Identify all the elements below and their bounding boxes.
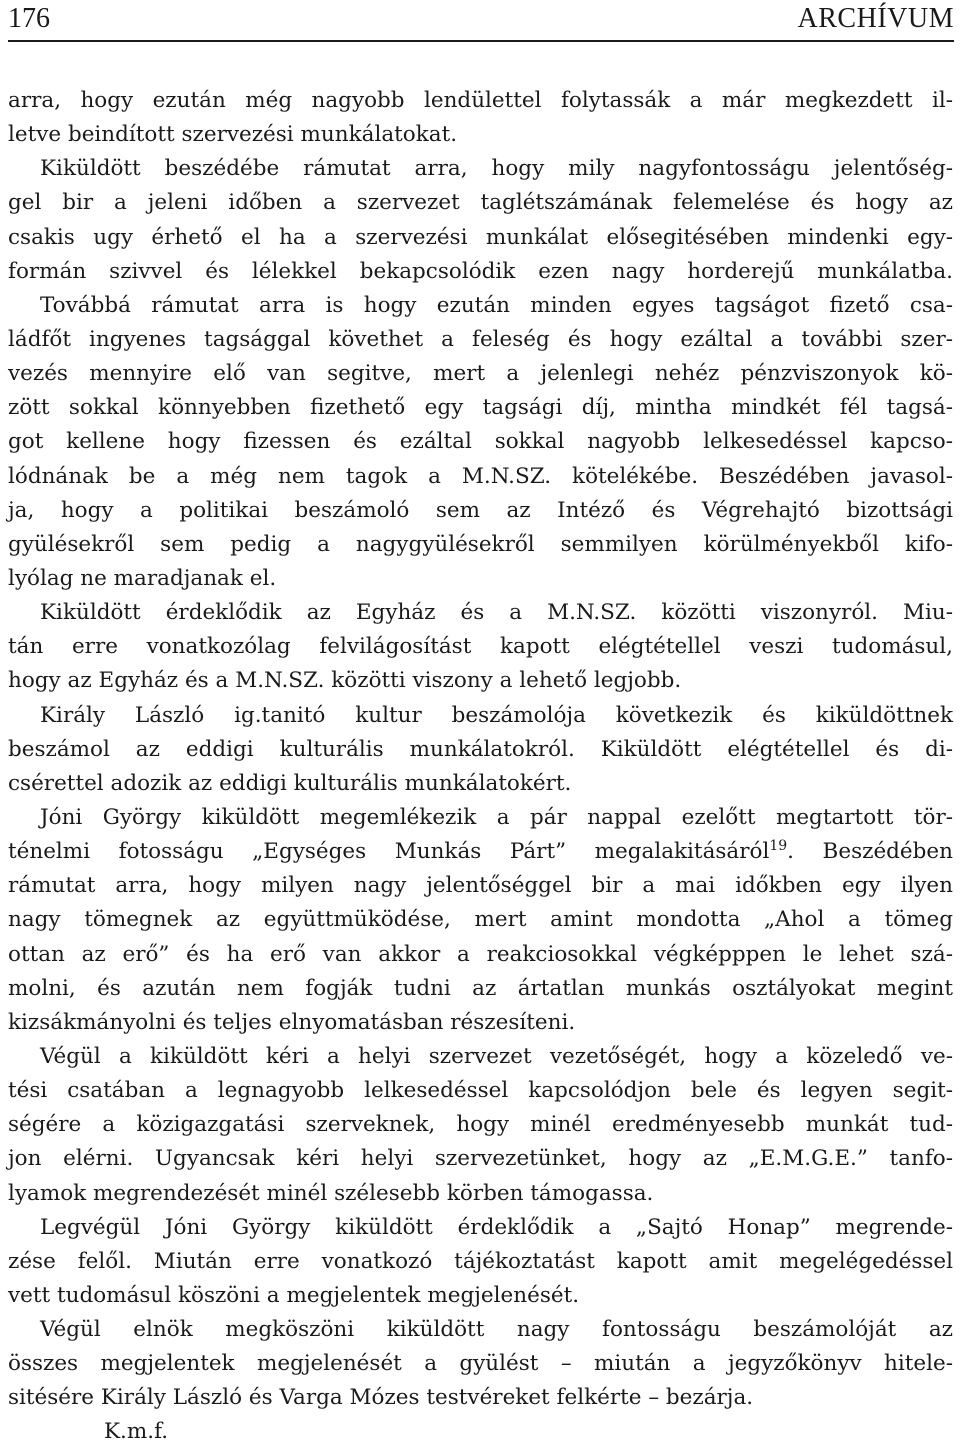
page-number: 176 — [8, 3, 50, 34]
text-line — [8, 255, 953, 289]
text-line — [8, 1177, 953, 1211]
text-line-content: Legvégül Jóni György kiküldött érdeklődik a „Sajtó Honap” megrende- — [40, 1214, 953, 1240]
text-line-content: rámutat arra, hogy milyen nagy jelentőséggel bir a mai időkben egy ilyen — [8, 873, 953, 899]
text-line-content: sitésére Király László és Varga Mózes testvéreket felkérte – bezárja. — [8, 1385, 754, 1411]
text-line-content: Kiküldött beszédébe rámutat arra, hogy mily nagyfontosságu jelentőség- — [40, 156, 953, 182]
text-line-content: gyülésekről sem pedig a nagygyülésekről semmilyen körülményekből kifo- — [8, 531, 953, 557]
text-line-content: got kellene hogy fizessen és ezáltal sokkal nagyobb lelkesedéssel kapcso- — [8, 429, 953, 455]
text-line-content: zése felől. Miután erre vonatkozó tájékoztatást kapott amit megelégedéssel — [8, 1248, 953, 1274]
text-line — [8, 118, 953, 152]
text-line-content: kizsákmányolni és teljes elnyomatásban részesíteni. — [8, 1009, 576, 1035]
text-line-content: tán erre vonatkozólag felvilágosítást kapott elégtétellel veszi tudomásul, — [8, 634, 953, 660]
text-line-content: molni, és azután nem fogják tudni az ártatlan munkás osztályokat megint — [8, 975, 953, 1001]
running-title: ARCHÍVUM — [797, 3, 954, 34]
text-line-content: arra, hogy ezután még nagyobb lendülettel folytassák a már megkezdett il- — [8, 88, 953, 113]
text-line-content: Továbbá rámutat arra is hogy ezután minden egyes tagságot fizető csa- — [40, 292, 953, 318]
text-line-content: lyólag ne maradjanak el. — [8, 565, 277, 591]
text-line-content: Végül elnök megköszöni kiküldött nagy fontosságu beszámolóját az — [40, 1317, 953, 1343]
text-line-content: csérettel adozik az eddigi kulturális munkálatokért. — [8, 770, 572, 796]
text-line-content: ja, hogy a politikai beszámoló sem az Intéző és Végrehajtó bizottsági — [8, 497, 953, 523]
text-line-content: vezés mennyire elő van segitve, mert a jelenlegi nehéz pénzviszonyok kö- — [8, 361, 953, 387]
text-line — [8, 391, 953, 425]
text-line-content: nagy tömegnek az együttmüködése, mert amint mondotta „Ahol a tömeg — [8, 907, 953, 933]
text-line — [8, 1381, 953, 1415]
text-line-content: lyamok megrendezését minél szélesebb körben támogassa. — [8, 1180, 654, 1206]
text-line — [8, 1040, 953, 1074]
text-line — [8, 903, 953, 937]
text-line — [8, 425, 953, 459]
text-line — [8, 699, 953, 733]
text-line — [8, 869, 953, 903]
text-line — [8, 357, 953, 391]
text-line — [8, 460, 953, 494]
text-line-continuation: . Beszédében — [787, 839, 953, 865]
footnote-reference: 19 — [769, 837, 788, 854]
page-header — [8, 0, 954, 42]
text-line-content: ségére a közigazgatási szerveknek, hogy minél eredményesebb munkát tud- — [8, 1112, 953, 1138]
text-line — [8, 801, 953, 835]
body-text — [8, 84, 953, 1450]
text-line — [8, 186, 953, 220]
text-line-content: lódnának be a még nem tagok a M.N.SZ. kötelékébe. Beszédében javasol- — [8, 463, 953, 489]
text-line — [8, 528, 953, 562]
text-line-content: Király László ig.tanitó kultur beszámolója következik és kiküldöttnek — [40, 702, 953, 728]
text-line — [8, 767, 953, 801]
text-line — [8, 1074, 953, 1108]
text-line — [8, 323, 953, 357]
text-line-content: ládfőt ingyenes tagsággal követhet a feleség és hogy ezáltal a további szer- — [8, 326, 953, 352]
text-line — [8, 1108, 953, 1142]
text-line-content: csakis ugy érhető el ha a szervezési munkálat elősegitésében mindenki egy- — [8, 224, 953, 250]
text-line — [8, 1211, 953, 1245]
text-line — [8, 733, 953, 767]
text-line — [8, 972, 953, 1006]
text-line — [8, 835, 953, 869]
text-line — [8, 1006, 953, 1040]
text-line — [8, 630, 953, 664]
text-line-content: jon elérni. Ugyancsak kéri helyi szervezetünket, hogy az „E.M.G.E.” tanfo- — [8, 1146, 953, 1172]
text-line-content: összes megjelentek megjelenését a gyülést – miután a jegyzőkönyv hitele- — [8, 1351, 953, 1377]
text-line-content: gel bir a jeleni időben a szervezet taglétszámának felemelése és hogy az — [8, 190, 953, 216]
text-line-content: Végül a kiküldött kéri a helyi szervezet vezetőségét, hogy a közeledő ve- — [40, 1043, 953, 1069]
text-line-content: formán szivvel és lélekkel bekapcsolódik ezen nagy horderejű munkálatba. — [8, 258, 953, 284]
text-line — [8, 562, 953, 596]
text-line — [8, 1142, 953, 1176]
text-line — [8, 596, 953, 630]
text-line — [8, 938, 953, 972]
text-line — [8, 1347, 953, 1381]
text-line — [8, 664, 953, 698]
text-line — [8, 1313, 953, 1347]
text-line-content: ottan az erő” és ha erő van akkor a reakciosokkal végképppen le lehet szá- — [8, 941, 953, 967]
text-line-content: beszámol az eddigi kulturális munkálatokról. Kiküldött elégtétellel és di- — [8, 736, 953, 762]
text-line — [8, 221, 953, 255]
text-line — [8, 1245, 953, 1279]
text-line — [8, 84, 953, 118]
text-line — [8, 1279, 953, 1313]
text-line-content: zött sokkal könnyebben fizethető egy tagsági díj, mintha mindkét fél tagsá- — [8, 395, 953, 421]
text-line-content: Kiküldött érdeklődik az Egyház és a M.N.SZ. közötti viszonyról. Miu- — [40, 600, 953, 626]
text-line — [8, 152, 953, 186]
text-line-content: Jóni György kiküldött megemlékezik a pár nappal ezelőtt megtartott tör- — [40, 804, 953, 830]
signoff: K.m.f. — [104, 1419, 169, 1445]
text-line-content: letve beindított szervezési munkálatokat. — [8, 122, 458, 148]
text-line — [8, 494, 953, 528]
text-line-content: ténelmi fotosságu „Egységes Munkás Párt” megalakitásáról — [8, 839, 770, 865]
text-line-content: tési csatában a legnagyobb lelkesedéssel kapcsolódjon bele és legyen segit- — [8, 1078, 953, 1104]
text-line-content: vett tudomásul köszöni a megjelentek megjelenését. — [8, 1282, 580, 1308]
text-line — [8, 289, 953, 323]
text-line-content: hogy az Egyház és a M.N.SZ. közötti viszony a lehető legjobb. — [8, 668, 682, 694]
